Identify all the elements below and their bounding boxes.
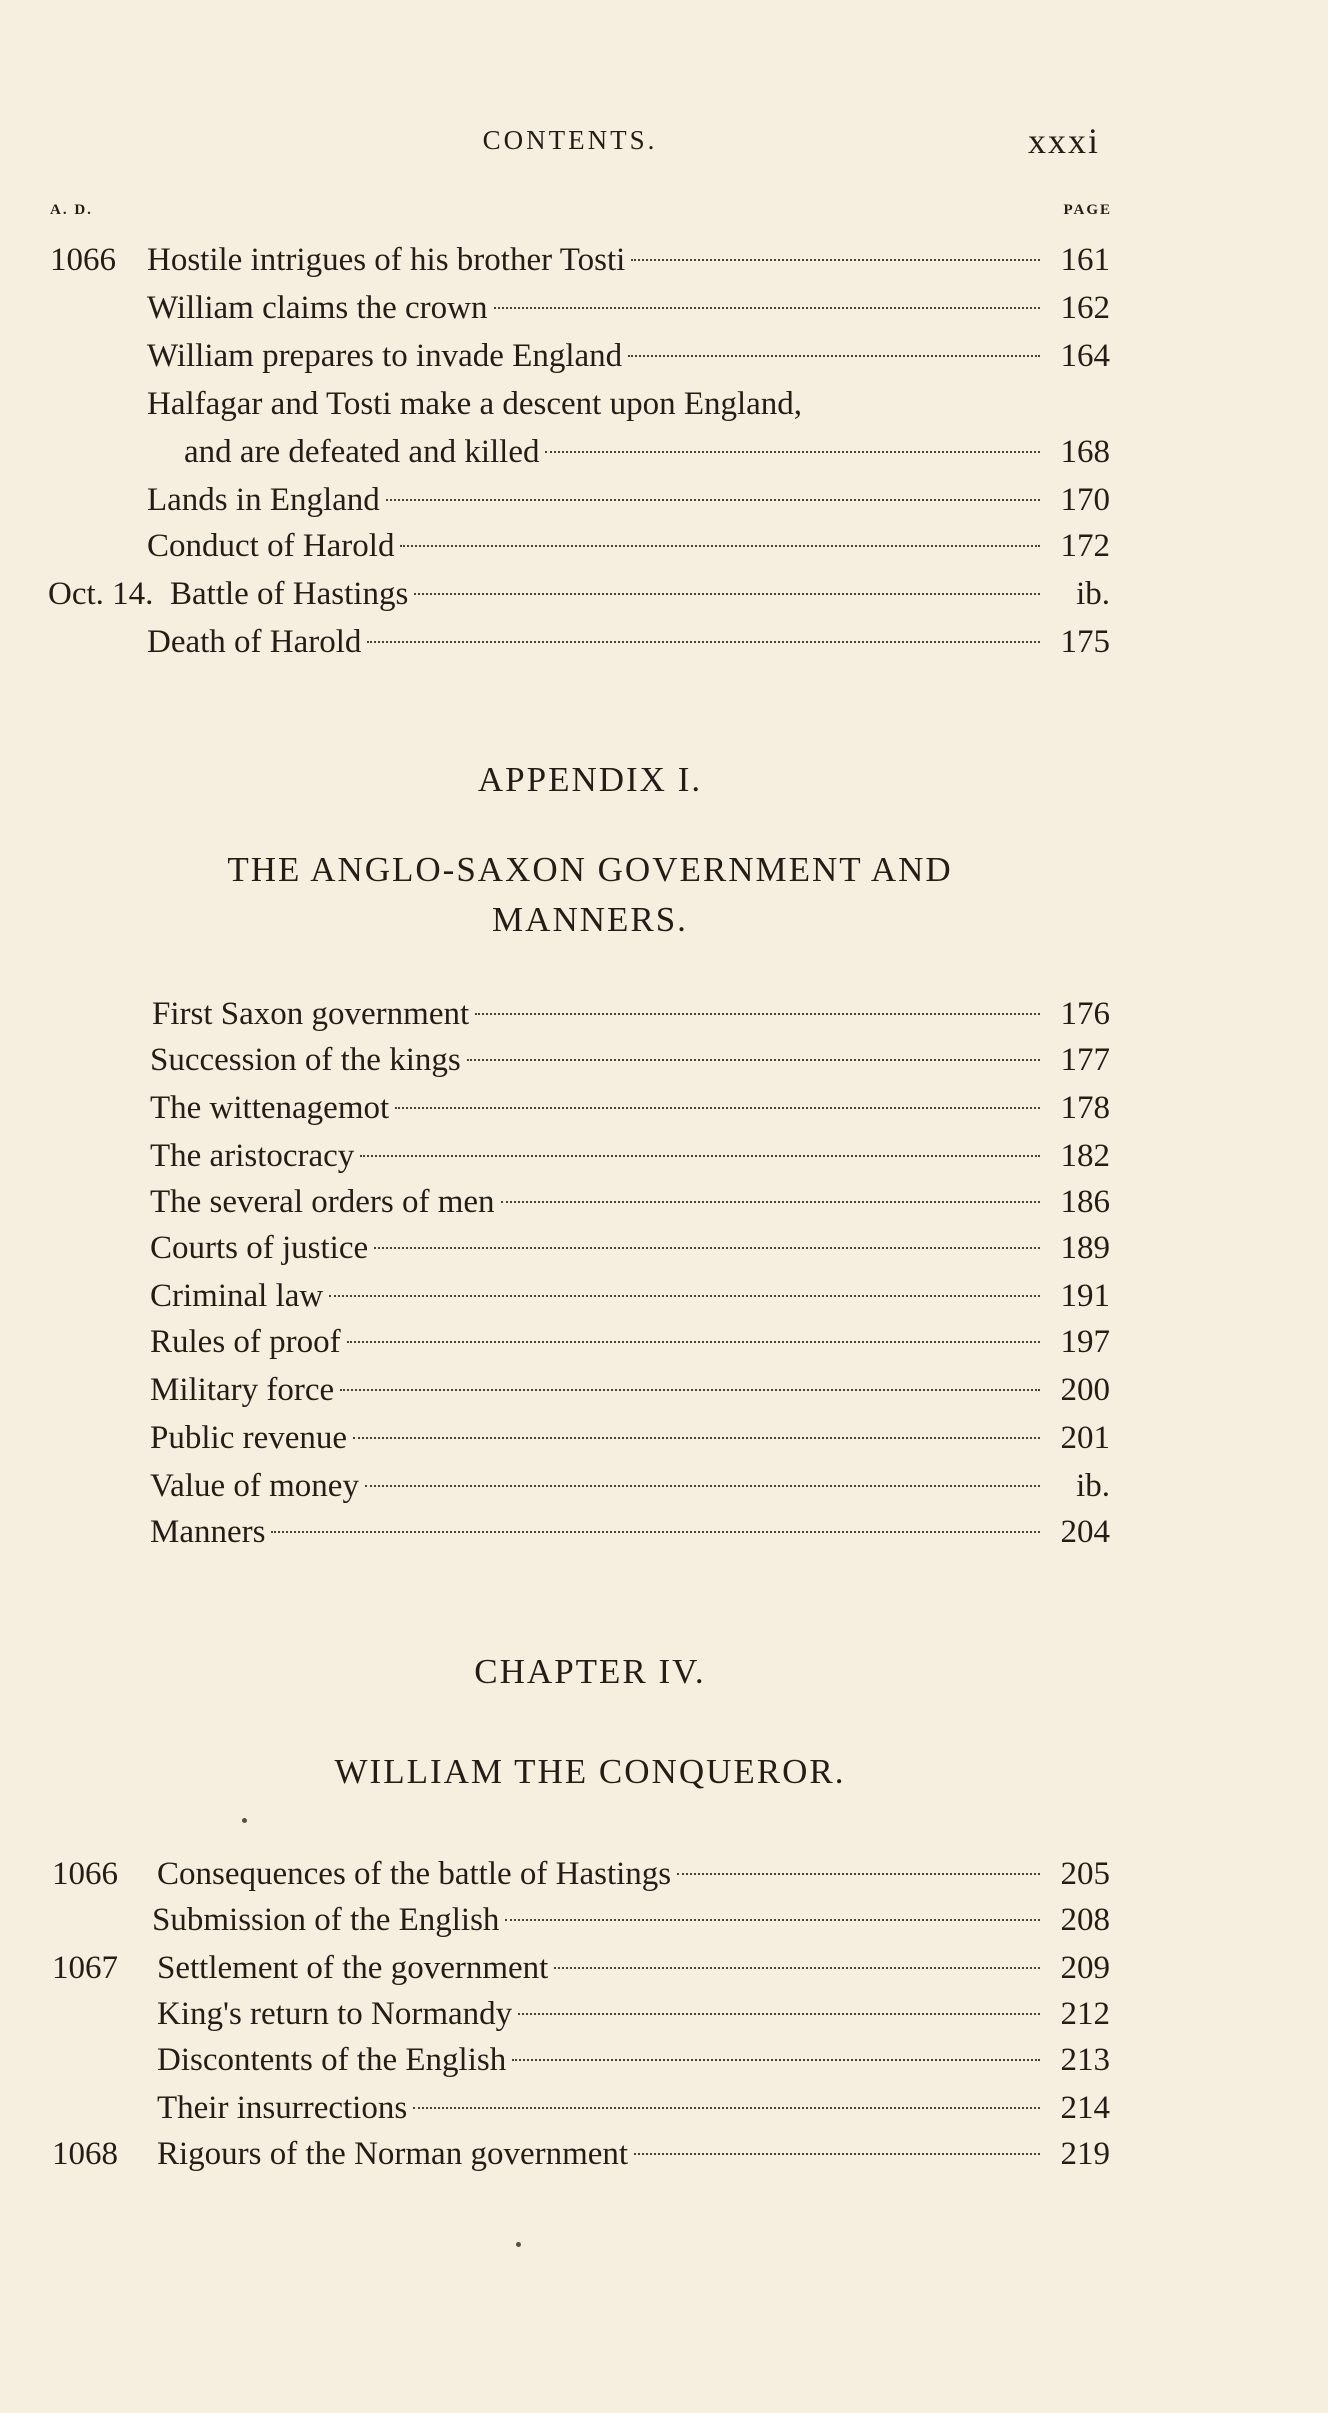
toc-page: 209 — [1060, 1950, 1110, 1986]
toc-page: 213 — [1060, 2042, 1110, 2078]
dot-leader — [494, 307, 1041, 309]
toc-title: Value of money — [150, 1468, 359, 1504]
toc-page: ib. — [1076, 576, 1110, 612]
toc-row — [0, 1946, 1110, 1990]
dot-leader — [631, 259, 1040, 261]
dot-leader — [467, 1059, 1040, 1061]
toc-row — [0, 2132, 1110, 2176]
dot-leader — [365, 1485, 1040, 1487]
toc-title: Discontents of the English — [157, 2042, 507, 2078]
toc-page: 175 — [1060, 624, 1110, 660]
toc-page: 189 — [1060, 1230, 1110, 1266]
toc-title: Criminal law — [150, 1278, 324, 1314]
dot-leader — [360, 1155, 1040, 1157]
toc-entry — [150, 1416, 1110, 1460]
toc-entry — [157, 2086, 1110, 2130]
toc-entry — [150, 1086, 1110, 1130]
toc-year: 1067 — [52, 1950, 118, 1986]
year-column-label: A. D. — [50, 202, 93, 218]
toc-row — [0, 524, 1110, 568]
dot-leader — [518, 2013, 1040, 2015]
toc-entry — [150, 1274, 1110, 1318]
toc-row — [0, 1510, 1110, 1554]
toc-row — [0, 620, 1110, 664]
toc-entry — [157, 2132, 1110, 2176]
toc-row — [0, 478, 1110, 522]
toc-row — [0, 286, 1110, 330]
toc-entry — [147, 286, 1110, 330]
toc-entry — [147, 334, 1110, 378]
toc-page: 205 — [1060, 1856, 1110, 1892]
toc-entry — [150, 1180, 1110, 1224]
dot-leader — [501, 1201, 1040, 1203]
toc-entry — [147, 238, 1110, 282]
running-title: CONTENTS. — [482, 125, 658, 155]
toc-row — [0, 430, 1110, 474]
toc-title: Settlement of the government — [157, 1950, 549, 1986]
dot-leader — [386, 499, 1040, 501]
dot-leader — [634, 2153, 1040, 2155]
toc-year: 1068 — [52, 2136, 118, 2172]
toc-title: and are defeated and killed — [184, 434, 540, 470]
toc-row — [0, 1086, 1110, 1130]
toc-entry — [150, 1226, 1110, 1270]
toc-title: Manners — [150, 1514, 266, 1550]
toc-page: 219 — [1060, 2136, 1110, 2172]
appendix-heading: APPENDIX I. — [477, 760, 703, 799]
toc-title: Succession of the kings — [150, 1042, 461, 1078]
toc-year: 1066 — [50, 242, 116, 278]
toc-row — [0, 1226, 1110, 1270]
dot-leader — [677, 1873, 1040, 1875]
toc-year: 1066 — [52, 1856, 118, 1892]
toc-row — [0, 1464, 1110, 1508]
dot-leader — [512, 2059, 1040, 2061]
dot-leader — [353, 1437, 1040, 1439]
toc-title: Halfagar and Tosti make a descent upon England, — [147, 386, 803, 422]
toc-page: 161 — [1060, 242, 1110, 278]
toc-row — [0, 2038, 1110, 2082]
toc-title: William claims the crown — [147, 290, 488, 326]
toc-title: King's return to Normandy — [157, 1996, 513, 2032]
toc-page: 176 — [1060, 996, 1110, 1032]
toc-year: Oct. 14. — [48, 576, 154, 612]
dot-leader — [395, 1107, 1040, 1109]
toc-page: 200 — [1060, 1372, 1110, 1408]
toc-title: Lands in England — [147, 482, 380, 518]
toc-page: 177 — [1060, 1042, 1110, 1078]
chapter-heading: CHAPTER IV. — [474, 1652, 706, 1691]
toc-page: 182 — [1060, 1138, 1110, 1174]
toc-title: Public revenue — [150, 1420, 348, 1456]
toc-title: The wittenagemot — [150, 1090, 390, 1126]
toc-entry — [150, 1038, 1110, 1082]
toc-entry — [150, 1368, 1110, 1412]
toc-row — [0, 1992, 1110, 2036]
toc-page: 170 — [1060, 482, 1110, 518]
dot-leader — [374, 1247, 1040, 1249]
toc-title: Death of Harold — [147, 624, 362, 660]
toc-entry — [157, 1852, 1110, 1896]
toc-entry — [150, 1134, 1110, 1178]
toc-title: First Saxon government — [152, 996, 470, 1032]
dot-leader — [413, 2107, 1040, 2109]
chapter-subtitle: WILLIAM THE CONQUEROR. — [334, 1752, 846, 1791]
dot-leader — [545, 451, 1040, 453]
toc-row — [0, 1368, 1110, 1412]
toc-entry — [150, 1510, 1110, 1554]
dot-leader — [271, 1531, 1040, 1533]
toc-entry — [147, 620, 1110, 664]
page-number: xxxi — [1027, 121, 1100, 161]
dot-leader — [400, 545, 1040, 547]
toc-page: 172 — [1060, 528, 1110, 564]
dot-leader — [414, 593, 1040, 595]
toc-entry — [152, 992, 1110, 1036]
toc-title: Their insurrections — [157, 2090, 408, 2126]
toc-page: 197 — [1060, 1324, 1110, 1360]
toc-row — [0, 1416, 1110, 1460]
toc-page: 168 — [1060, 434, 1110, 470]
toc-row — [0, 1852, 1110, 1896]
toc-row — [0, 1320, 1110, 1364]
toc-title: Consequences of the battle of Hastings — [157, 1856, 672, 1892]
appendix-subtitle-line1: THE ANGLO-SAXON GOVERNMENT AND — [227, 850, 953, 889]
toc-page: ib. — [1076, 1468, 1110, 1504]
toc-row — [0, 1274, 1110, 1318]
appendix-subtitle-line2: MANNERS. — [492, 900, 688, 939]
toc-title: Conduct of Harold — [147, 528, 395, 564]
toc-title: Courts of justice — [150, 1230, 369, 1266]
toc-title: William prepares to invade England — [147, 338, 623, 374]
toc-title: Rigours of the Norman government — [157, 2136, 629, 2172]
toc-page: 191 — [1060, 1278, 1110, 1314]
toc-entry — [170, 572, 1110, 616]
toc-row — [0, 1134, 1110, 1178]
toc-entry — [150, 1464, 1110, 1508]
toc-entry — [150, 1320, 1110, 1364]
toc-title: Battle of Hastings — [170, 576, 409, 612]
toc-page: 162 — [1060, 290, 1110, 326]
toc-page: 201 — [1060, 1420, 1110, 1456]
toc-row — [0, 992, 1110, 1036]
toc-title: Submission of the English — [152, 1902, 500, 1938]
toc-page: 164 — [1060, 338, 1110, 374]
toc-entry — [147, 382, 1110, 426]
toc-page: 208 — [1060, 1902, 1110, 1938]
toc-entry — [147, 524, 1110, 568]
dot-leader — [329, 1295, 1040, 1297]
toc-title: The aristocracy — [150, 1138, 355, 1174]
toc-page: 204 — [1060, 1514, 1110, 1550]
toc-title: Military force — [150, 1372, 335, 1408]
toc-entry — [147, 478, 1110, 522]
toc-page: 186 — [1060, 1184, 1110, 1220]
toc-row — [0, 1180, 1110, 1224]
dot-leader — [628, 355, 1040, 357]
ink-speck — [242, 1818, 247, 1823]
toc-entry — [157, 1946, 1110, 1990]
dot-leader — [475, 1013, 1040, 1015]
toc-row — [0, 238, 1110, 282]
dot-leader — [554, 1967, 1040, 1969]
page-column-label: PAGE — [1063, 202, 1112, 218]
toc-title: The several orders of men — [150, 1184, 495, 1220]
toc-entry — [184, 430, 1110, 474]
toc-entry — [157, 1992, 1110, 2036]
toc-row — [0, 334, 1110, 378]
toc-row — [0, 1898, 1110, 1942]
toc-title: Rules of proof — [150, 1324, 341, 1360]
toc-row — [0, 1038, 1110, 1082]
dot-leader — [340, 1389, 1040, 1391]
toc-page: 178 — [1060, 1090, 1110, 1126]
dot-leader — [367, 641, 1040, 643]
toc-entry — [157, 2038, 1110, 2082]
toc-row — [0, 382, 1110, 426]
ink-speck — [516, 2242, 521, 2247]
toc-row — [0, 572, 1110, 616]
toc-entry — [152, 1898, 1110, 1942]
toc-page: 212 — [1060, 1996, 1110, 2032]
dot-leader — [505, 1919, 1040, 1921]
toc-title: Hostile intrigues of his brother Tosti — [147, 242, 626, 278]
toc-row — [0, 2086, 1110, 2130]
dot-leader — [347, 1341, 1040, 1343]
toc-page: 214 — [1060, 2090, 1110, 2126]
